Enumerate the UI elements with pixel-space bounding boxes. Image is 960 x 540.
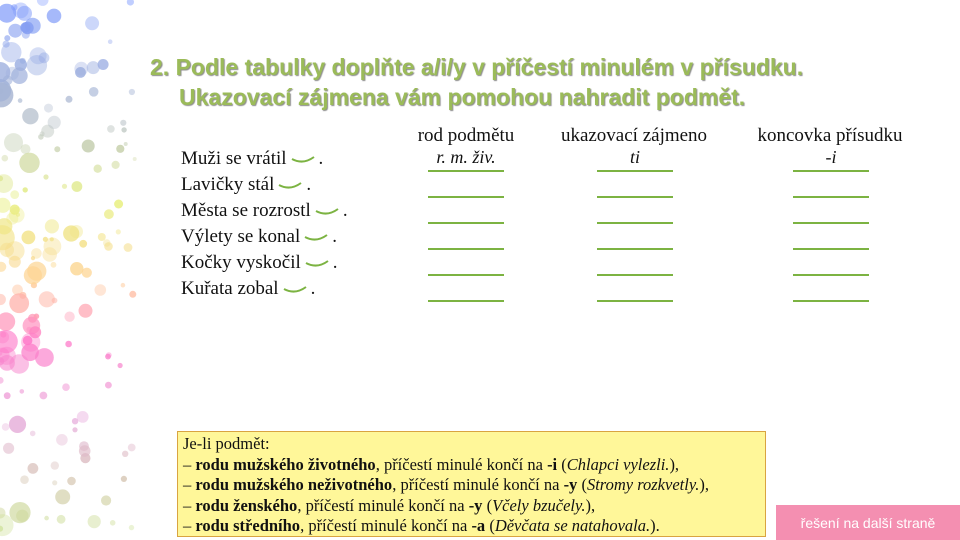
- rule-example-close: ),: [585, 495, 596, 515]
- bubble: [133, 157, 137, 161]
- bubble: [129, 89, 135, 95]
- bubble: [128, 444, 136, 452]
- rule-dash: –: [183, 495, 196, 515]
- bubble: [121, 127, 126, 132]
- rule-example: Včely bzučely.: [492, 495, 586, 515]
- rule-bold: rodu středního: [195, 516, 301, 535]
- rule-example: Děvčata se natahovala.: [494, 516, 651, 535]
- bubble: [4, 35, 10, 41]
- table-row: [181, 226, 337, 252]
- bubble: [124, 243, 133, 252]
- bubble: [114, 200, 123, 209]
- bubble: [54, 146, 60, 152]
- answer-field-zajmeno[interactable]: [597, 250, 673, 276]
- bubble: [95, 284, 107, 296]
- rule-dash: –: [183, 516, 196, 535]
- rule-line: [183, 475, 760, 496]
- table-row: [181, 148, 323, 174]
- bubble: [0, 330, 18, 353]
- bubble: [44, 104, 53, 113]
- answer-field-koncovka[interactable]: [793, 276, 869, 302]
- bubble: [72, 181, 83, 192]
- bubble: [116, 145, 124, 153]
- rule-line: [183, 455, 760, 476]
- bubble: [103, 239, 111, 247]
- rule-text: , příčestí minulé končí na: [392, 475, 564, 494]
- bubble: [34, 314, 40, 320]
- bubble: [4, 392, 11, 399]
- bubble: [57, 515, 66, 524]
- sentence-end: .: [306, 174, 312, 195]
- bubble: [20, 389, 25, 394]
- bubble: [42, 247, 57, 262]
- answer-field-rod[interactable]: [428, 198, 504, 224]
- sentence-end: .: [332, 226, 338, 247]
- fill-in-blank[interactable]: [290, 150, 316, 164]
- bubble: [112, 161, 120, 169]
- bubble: [2, 155, 9, 162]
- answer-field-koncovka[interactable]: [793, 172, 869, 198]
- table-row: [181, 252, 338, 278]
- rule-ending: -a: [471, 516, 486, 535]
- bubble: [37, 0, 49, 6]
- rule-ending: -i: [547, 454, 558, 474]
- answer-field-zajmeno[interactable]: [597, 276, 673, 302]
- rule-example-open: (: [485, 516, 495, 535]
- rules-intro: Je-li podmět:: [183, 434, 270, 453]
- rule-ending: -y: [468, 495, 483, 515]
- bubble: [79, 445, 91, 457]
- bubble: [22, 108, 38, 124]
- sentence-text: Lavičky stál: [181, 174, 275, 195]
- bubble: [40, 131, 45, 136]
- rule-example-close: ),: [669, 454, 680, 474]
- bubble: [45, 219, 59, 233]
- bubble: [106, 352, 112, 358]
- bubble: [108, 39, 113, 44]
- rule-ending: -y: [563, 475, 578, 494]
- bubble: [24, 266, 42, 284]
- bubble: [105, 382, 112, 389]
- sentence-end: .: [342, 200, 348, 221]
- answer-field-rod[interactable]: [428, 224, 504, 250]
- bubble: [9, 416, 26, 433]
- rule-example-open: (: [482, 495, 493, 515]
- heading-line-1: 2. Podle tabulky doplňte a/i/y v příčestí minulém v přísudku.: [150, 54, 804, 80]
- bubble: [70, 262, 83, 275]
- fill-in-blank[interactable]: [304, 254, 330, 268]
- answer-field-rod[interactable]: r. m. živ.: [428, 146, 504, 172]
- bubble: [82, 140, 95, 153]
- bubble: [4, 133, 23, 152]
- rule-bold: rodu ženského: [195, 495, 298, 515]
- sentence-text: Kočky vyskočil: [181, 252, 301, 273]
- rule-text: , příčestí minulé končí na: [300, 516, 472, 535]
- bubble: [30, 431, 36, 437]
- bubble: [0, 377, 4, 384]
- sentence-text: Města se rozrostl: [181, 200, 311, 221]
- answer-field-koncovka[interactable]: [793, 224, 869, 250]
- answer-field-koncovka[interactable]: -i: [793, 146, 869, 172]
- bubble: [18, 98, 23, 103]
- rule-dash: –: [183, 454, 196, 474]
- bubble: [11, 67, 28, 84]
- bubble: [5, 241, 25, 261]
- bubble: [101, 495, 111, 505]
- bubble: [107, 125, 115, 133]
- column-header-koncovka: koncovka přísudku: [757, 125, 903, 146]
- rule-bold: rodu mužského neživotného: [195, 475, 393, 494]
- bubble: [21, 144, 31, 154]
- bubble: [77, 411, 89, 423]
- rule-example-open: (: [557, 454, 567, 474]
- bubble: [9, 502, 30, 523]
- bubble: [56, 434, 68, 446]
- bubble: [104, 209, 114, 219]
- bubble: [51, 262, 57, 268]
- bubble: [30, 47, 47, 64]
- bubble: [79, 304, 93, 318]
- bubble: [0, 262, 6, 272]
- bubble: [62, 184, 67, 189]
- answer-field-zajmeno[interactable]: [597, 224, 673, 250]
- table-row: [181, 174, 311, 200]
- fill-in-blank[interactable]: [277, 176, 303, 190]
- bubble: [124, 142, 128, 146]
- bubble: [17, 6, 32, 21]
- answer-field-koncovka[interactable]: [793, 250, 869, 276]
- answer-field-zajmeno[interactable]: [597, 198, 673, 224]
- bubble: [120, 120, 126, 126]
- bubble: [64, 312, 74, 322]
- column-header-rod: rod podmětu: [417, 125, 515, 146]
- bubble: [0, 294, 6, 305]
- rule-line: [183, 516, 760, 537]
- bubble: [85, 16, 99, 30]
- bubble: [110, 520, 116, 526]
- rule-example-close: ).: [650, 516, 660, 535]
- sentence-text: Muži se vrátil: [181, 148, 287, 169]
- bubble: [9, 207, 25, 223]
- heading-line-2: Ukazovací zájmena vám pomohou nahradit podmět.: [179, 84, 746, 110]
- bubble: [87, 61, 100, 74]
- rule-example-open: (: [577, 475, 587, 494]
- sentence-end: .: [310, 278, 316, 299]
- bubble: [8, 24, 22, 38]
- answer-field-rod[interactable]: [428, 250, 504, 276]
- bubble: [121, 476, 127, 482]
- bubble: [40, 392, 48, 400]
- bubble: [20, 475, 29, 484]
- bubble: [9, 354, 29, 374]
- solution-next-page-button[interactable]: řešení na další straně: [776, 505, 960, 540]
- sentence-text: Kuřata zobal: [181, 278, 279, 299]
- answer-field-rod[interactable]: [428, 276, 504, 302]
- rule-dash: –: [183, 475, 196, 494]
- answer-field-koncovka[interactable]: [793, 198, 869, 224]
- rule-example: Stromy rozkvetly.: [586, 475, 700, 494]
- bubble: [89, 87, 99, 97]
- decorative-bubbles: [0, 0, 150, 540]
- rule-line: [183, 496, 760, 517]
- bubble: [51, 461, 59, 469]
- bubble: [66, 96, 73, 103]
- bubble: [0, 174, 13, 193]
- bubble: [65, 341, 72, 348]
- bubble: [48, 116, 61, 129]
- bubble: [122, 451, 128, 457]
- rule-bold: rodu mužského životného: [195, 454, 376, 474]
- bubble: [55, 489, 70, 504]
- bubble: [129, 291, 136, 298]
- bubble: [88, 515, 101, 528]
- bubble: [39, 291, 55, 307]
- bubble: [22, 231, 36, 245]
- sentence-text: Výlety se konal: [181, 226, 301, 247]
- bubble: [31, 248, 42, 259]
- bubble: [47, 9, 62, 24]
- bubble: [67, 477, 76, 486]
- bubble: [98, 59, 109, 70]
- bubble: [52, 480, 57, 485]
- bubble: [3, 75, 13, 85]
- bubble: [70, 225, 83, 238]
- fill-in-blank[interactable]: [303, 228, 329, 242]
- rule-example: Chlapci vylezli.: [566, 454, 670, 474]
- bubble: [127, 0, 134, 6]
- bubble: [118, 363, 123, 368]
- answer-field-rod[interactable]: [428, 172, 504, 198]
- bubble: [23, 187, 28, 192]
- answer-field-zajmeno[interactable]: ti: [597, 146, 673, 172]
- exercise-heading: [150, 52, 803, 112]
- bubble: [2, 423, 10, 431]
- table-row: [181, 200, 348, 226]
- bubble: [62, 383, 70, 391]
- bubble: [0, 312, 15, 330]
- bubble: [0, 198, 11, 213]
- bubble: [75, 67, 86, 78]
- sentence-end: .: [332, 252, 338, 273]
- bubble: [129, 525, 134, 530]
- bubble: [98, 233, 106, 241]
- bubble: [3, 443, 14, 454]
- fill-in-blank[interactable]: [314, 202, 340, 216]
- rule-text: , příčestí minulé končí na: [375, 454, 548, 474]
- bubble: [10, 190, 19, 199]
- bubble: [72, 427, 77, 432]
- answer-field-zajmeno[interactable]: [597, 172, 673, 198]
- bubble: [44, 516, 49, 521]
- sentence-end: .: [318, 148, 324, 169]
- rule-text: , příčestí minulé končí na: [297, 495, 469, 515]
- bubble: [121, 283, 126, 288]
- bubble: [21, 333, 40, 352]
- bubble: [11, 4, 17, 10]
- column-header-zajmeno: ukazovací zájmeno: [560, 125, 708, 146]
- rules-box: [177, 431, 766, 537]
- rule-example-close: ),: [699, 475, 709, 494]
- bubble: [82, 268, 92, 278]
- bubble: [50, 237, 54, 241]
- table-row: [181, 278, 315, 304]
- fill-in-blank[interactable]: [282, 280, 308, 294]
- bubble: [19, 153, 39, 173]
- bubble: [9, 293, 29, 313]
- bubble: [28, 463, 39, 474]
- bubble: [43, 174, 48, 179]
- bubble: [94, 165, 102, 173]
- bubble: [116, 229, 121, 234]
- bubble: [79, 240, 87, 248]
